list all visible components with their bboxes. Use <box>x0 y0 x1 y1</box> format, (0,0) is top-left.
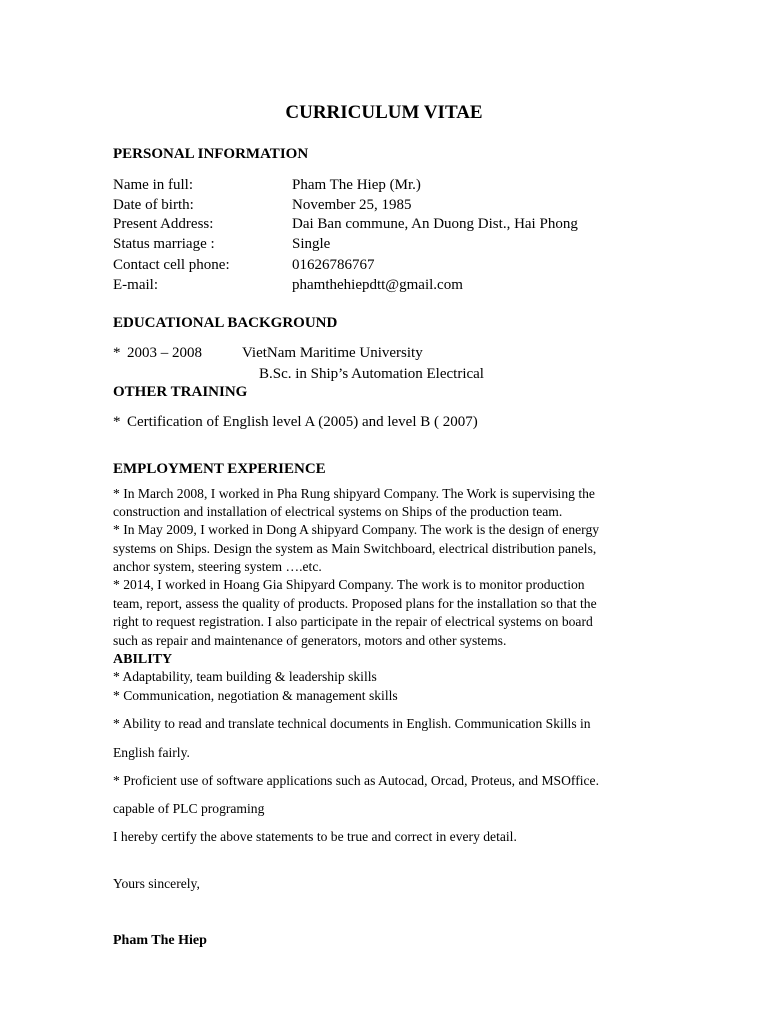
ability-line: * Proficient use of software applications such as Autocad, Orcad, Proteus, and MSOffice. <box>113 773 599 788</box>
education-school: VietNam Maritime University <box>242 345 423 361</box>
certification-statement: I hereby certify the above statements to be true and correct in every detail. <box>113 829 517 844</box>
ability-line: capable of PLC programing <box>113 801 265 816</box>
employment-line: systems on Ships. Design the system as Main Switchboard, electrical distribution panels, <box>113 541 597 556</box>
employment-line: team, report, assess the quality of products. Proposed plans for the installation so that the <box>113 596 597 611</box>
field-label: Date of birth: <box>113 197 194 213</box>
field-value: 01626786767 <box>292 257 375 273</box>
training-item <box>113 414 478 431</box>
employment-line: such as repair and maintenance of generators, motors and other systems. <box>113 633 507 648</box>
field-label: Name in full: <box>113 177 193 193</box>
training-heading: OTHER TRAINING <box>113 384 248 400</box>
employment-line: * 2014, I worked in Hoang Gia Shipyard Company. The work is to monitor production <box>113 577 585 592</box>
personal-row-name <box>113 177 421 194</box>
document-title: CURRICULUM VITAE <box>285 102 483 123</box>
personal-info-heading: PERSONAL INFORMATION <box>113 146 309 162</box>
ability-heading: ABILITY <box>113 652 173 667</box>
closing-line: Yours sincerely, <box>113 876 200 891</box>
personal-row-phone <box>113 257 375 274</box>
employment-line: right to request registration. I also participate in the repair of electrical systems on board <box>113 614 593 629</box>
signature-name: Pham The Hiep <box>113 933 207 948</box>
employment-line: * In May 2009, I worked in Dong A shipyard Company. The work is the design of energy <box>113 522 600 537</box>
ability-line: * Adaptability, team building & leadership skills <box>113 669 377 684</box>
field-value: Single <box>292 236 331 252</box>
training-text: Certification of English level A (2005) and level B ( 2007) <box>127 414 478 430</box>
field-value: Pham The Hiep (Mr.) <box>292 177 421 193</box>
ability-line: English fairly. <box>113 745 190 760</box>
employment-heading: EMPLOYMENT EXPERIENCE <box>113 461 326 477</box>
field-label: Status marriage : <box>113 236 215 252</box>
education-heading: EDUCATIONAL BACKGROUND <box>113 315 338 331</box>
personal-row-email <box>113 277 463 294</box>
bullet: * <box>113 414 121 430</box>
personal-row-marital-status <box>113 236 330 253</box>
education-years: 2003 – 2008 <box>127 345 202 361</box>
ability-line: * Communication, negotiation & management skills <box>113 688 398 703</box>
employment-line: * In March 2008, I worked in Pha Rung shipyard Company. The Work is supervising the <box>113 486 595 501</box>
field-label: Contact cell phone: <box>113 257 230 273</box>
education-entry <box>113 345 423 362</box>
field-label: E-mail: <box>113 277 158 293</box>
employment-line: anchor system, steering system ….etc. <box>113 559 322 574</box>
education-degree: B.Sc. in Ship’s Automation Electrical <box>259 366 484 382</box>
field-value: phamthehiepdtt@gmail.com <box>292 277 463 293</box>
field-value: November 25, 1985 <box>292 197 412 213</box>
bullet: * <box>113 345 121 361</box>
personal-row-address <box>113 216 578 233</box>
field-label: Present Address: <box>113 216 214 232</box>
field-value: Dai Ban commune, An Duong Dist., Hai Phong <box>292 216 578 232</box>
employment-line: construction and installation of electrical systems on Ships of the production team. <box>113 504 563 519</box>
personal-row-dob <box>113 197 412 214</box>
ability-line: * Ability to read and translate technical documents in English. Communication Skills in <box>113 716 591 731</box>
